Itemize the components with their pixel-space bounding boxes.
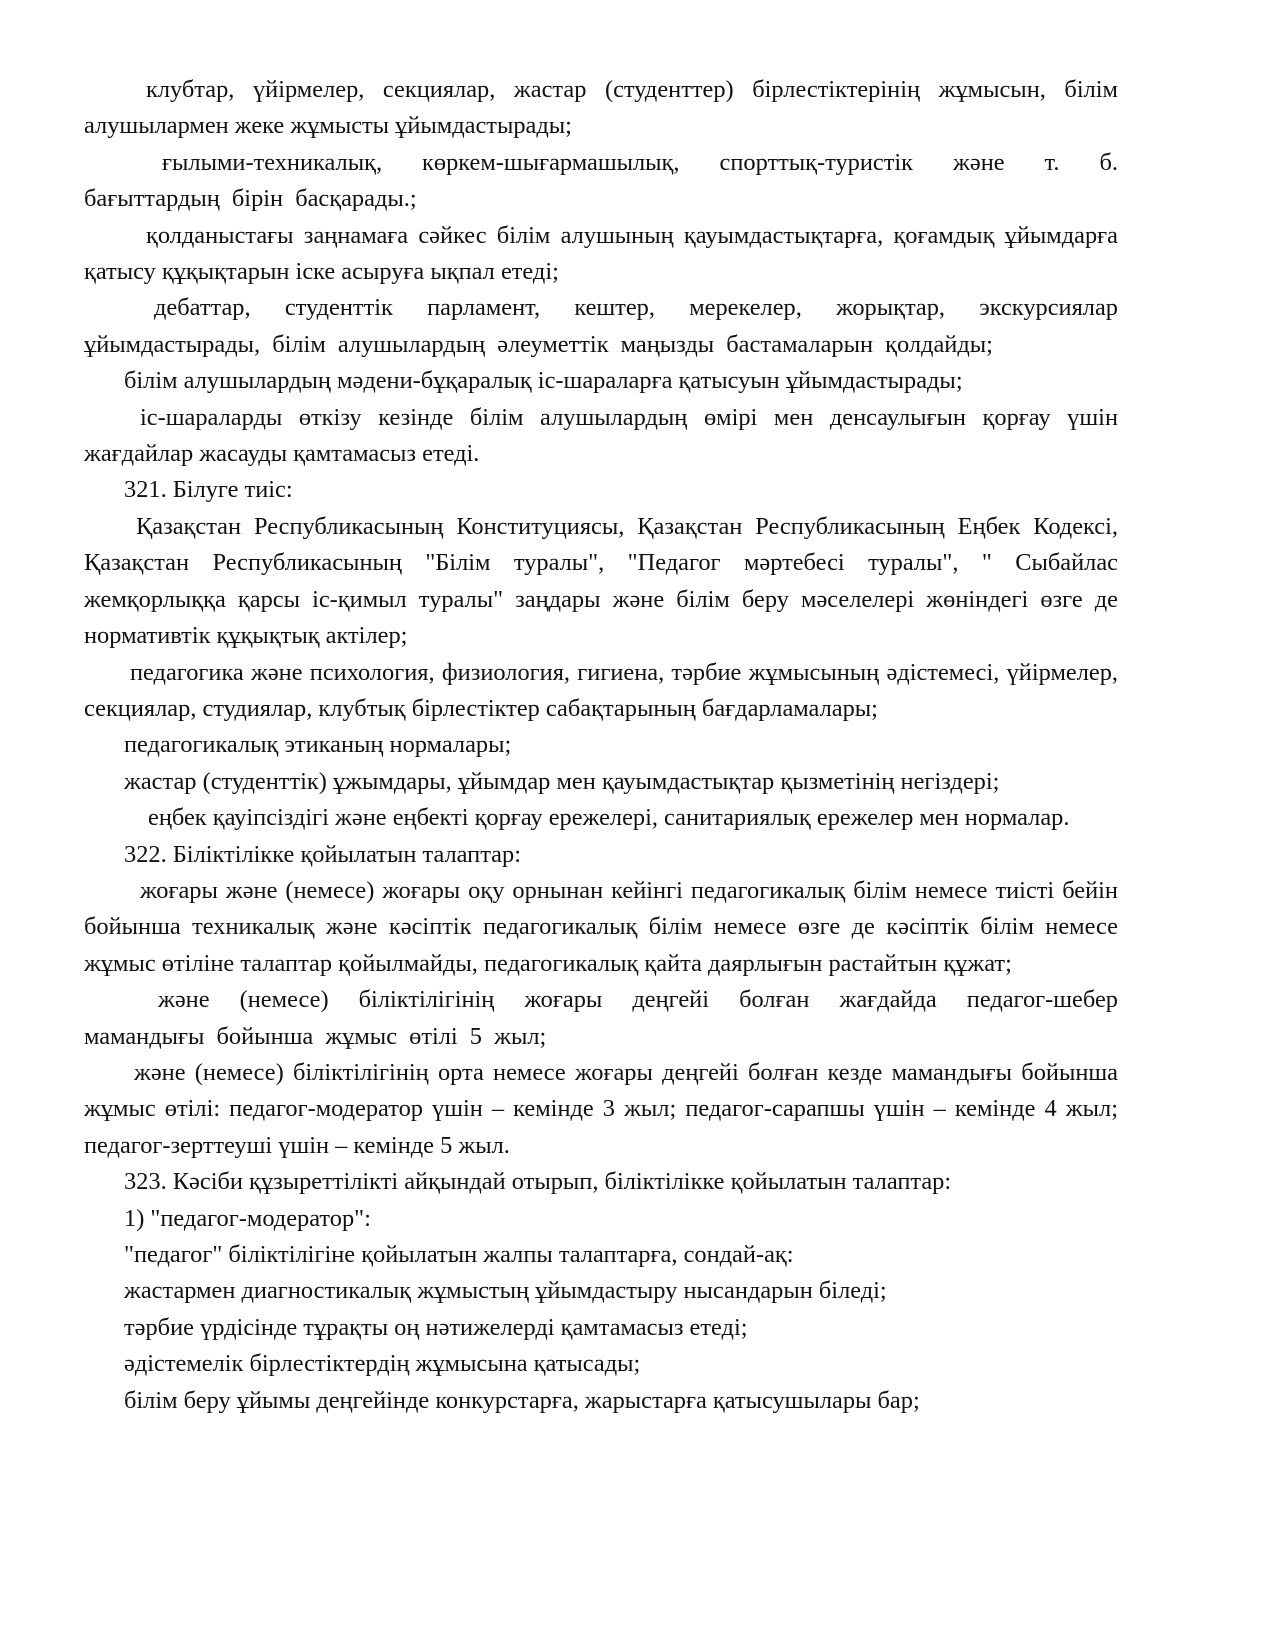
paragraph-clubs-work: клубтар, үйірмелер, секциялар, жастар (студенттер) бірлестіктерінің жұмысын, білім алушылармен жеке жұмысты ұйымдастырады; [84, 76, 1118, 140]
paragraph-general-requirements: "педагог" біліктілігіне қойылатын жалпы талаптарға, сондай-ақ: [124, 1241, 794, 1268]
paragraph-labor-safety: еңбек қауіпсіздігі және еңбекті қорғау ережелері, санитариялық ережелер мен нормалар. [148, 804, 1070, 832]
paragraph-cultural-events: білім алушылардың мәдени-бұқаралық іс-шараларға қатысуын ұйымдастырады; [124, 367, 963, 395]
paragraph-rights-participation: қолданыстағы заңнамаға сәйкес білім алушының қауымдастықтарға, қоғамдық ұйымдарға қатысу құқықтарын іске асыруға ықпал етеді; [84, 221, 1118, 286]
section-heading-321: 321. Білуге тиіс: [124, 476, 293, 504]
paragraph-methodical-associations: әдістемелік бірлестіктердің жұмысына қатысады; [124, 1350, 641, 1378]
paragraph-competition-participants: білім беру ұйымы деңгейінде конкурстарға, жарыстарға қатысушылары бар; [124, 1386, 920, 1414]
paragraph-pedagogy-knowledge: педагогика және психология, физиология, гигиена, тәрбие жұмысының әдістемесі, үйірмелер, секциялар, студиялар, клубтық бірлестіктер сабақтарының бағдарламалары; [84, 658, 1118, 722]
paragraph-youth-collectives: жастар (студенттік) ұжымдары, ұйымдар мен қауымдастықтар қызметінің негіздері; [124, 767, 1000, 795]
paragraph-education-requirements: жоғары және (немесе) жоғары оқу орнынан кейінгі педагогикалық білім немесе тиісті бейін бойынша техникалық және кәсіптік педагогикалық білім немесе өзге де кәсіптік білім немесе жұмыс өтіліне талаптар қойылмайды, педагогикалық қайта даярлығын растайтын құжат; [84, 876, 1118, 977]
paragraph-safety-events: іс-шараларды өткізу кезінде білім алушылардың өмірі мен денсаулығын қорғау үшін жағдайлар жасауды қамтамасыз етеді. [84, 403, 1118, 468]
paragraph-debates-organization: дебаттар, студенттік парламент, кештер, мерекелер, жорықтар, экскурсиялар ұйымдастырады, білім алушылардың әлеуметтік маңызды бастамаларын қолдайды; [84, 294, 1118, 358]
section-heading-322: 322. Біліктілікке қойылатын талаптар: [124, 840, 521, 868]
paragraph-laws-knowledge: Қазақстан Республикасының Конституциясы, Қазақстан Республикасының Еңбек Кодексі, Қазақстан Республикасының "Білім туралы", "Педагог мәртебесі туралы", " Сыбайлас жемқорлыққа қарсы іс-қимыл туралы" заңдары және білім беру мәселелері жөніндегі өзге де нормативтік құқықтық актілер; [84, 512, 1118, 650]
paragraph-ethics-norms: педагогикалық этиканың нормалары; [124, 731, 512, 759]
list-item-moderator: 1) "педагог-модератор": [124, 1204, 371, 1232]
paragraph-stable-results: тәрбие үрдісінде тұрақты оң нәтижелерді қамтамасыз етеді; [124, 1313, 748, 1341]
paragraph-master-experience: және (немесе) біліктілігінің жоғары деңгейі болған жағдайда педагог-шебер мамандығы бойынша жұмыс өтілі 5 жыл; [84, 986, 1118, 1050]
document-page [84, 72, 1118, 1419]
paragraph-experience-levels: және (немесе) біліктілігінің орта немесе жоғары деңгейі болған кезде мамандығы бойынша жұмыс өтілі: педагог-модератор үшін – кемінде 3 жыл; педагог-сарапшы үшін – кемінде 4 жыл; педагог-зерттеуші үшін – кемінде 5 жыл. [84, 1058, 1118, 1159]
section-heading-323: 323. Кәсіби құзыреттілікті айқындай отырып, біліктілікке қойылатын талаптар: [124, 1168, 952, 1196]
paragraph-manages-direction: ғылыми-техникалық, көркем-шығармашылық, спорттық-туристік және т. б. бағыттардың бірін басқарады.; [84, 148, 1118, 213]
paragraph-diagnostic-work: жастармен диагностикалық жұмыстың ұйымдастыру нысандарын біледі; [124, 1277, 887, 1305]
